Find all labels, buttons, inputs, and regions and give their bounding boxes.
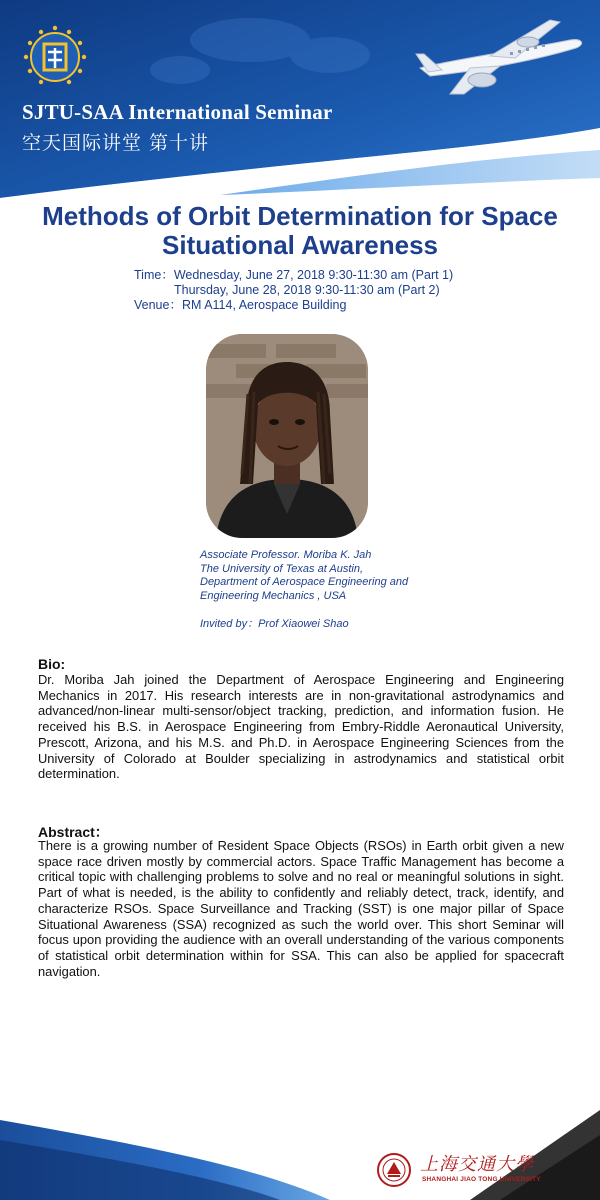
university-name-en: SHANGHAI JIAO TONG UNIVERSITY [422,1176,541,1183]
time-row-2 [134,283,453,298]
seminar-title-cn: 空天国际讲堂 第十讲 [22,132,210,154]
venue-row [134,298,453,313]
speaker-info [200,549,408,603]
abstract-heading: Abstract： [38,824,109,840]
time-row-1 [134,268,453,283]
title-line-2: Situational Awareness [162,230,438,260]
time-label: Time： [134,268,174,282]
schedule-block [134,268,453,313]
title-line-1: Methods of Orbit Determination for Space [42,201,558,231]
speaker-department: Department of Aerospace Engineering and [200,576,409,588]
sjtu-seal-icon [376,1152,412,1188]
bio-heading: Bio: [38,656,66,672]
header-banner [0,0,600,200]
invited-by: Invited by：Prof Xiaowei Shao [200,618,349,630]
university-name-cn: 上海交通大學 [420,1154,534,1175]
time-part-1: Wednesday, June 27, 2018 9:30-11:30 am (Part 1) [173,268,454,282]
venue-label: Venue： [134,298,182,312]
bio-text: Dr. Moriba Jah joined the Department of Aerospace Engineering and Engineering Mechanics in 2017. His research interests are in non-gravitational astrodynamics and advanced/non-linear multi-sensor/object tracking, prediction, and information fusion. He received his B.S. in Aerospace Engineering from Embry-Riddle Aeronautical University, Prescott, Arizona, and his M.S. and Ph.D. in Aerospace Engineering Sciences from the University of Colorado at Boulder specializing in astrodynamics and statistical orbit determination. [38,672,564,782]
abstract-text: There is a growing number of Resident Space Objects (RSOs) in Earth orbit given a new space race driven mostly by commercial actors. Space Traffic Management has become a critical topic with challenging problems to solve and no real or meaningful solutions in sight. Part of what is needed, is the ability to confidently and reliably detect, track, identify, and characterize RSOs. Space Surveillance and Tracking (SST) is one major pillar of Space Situational Awareness (SSA) recognized as such the world over. This short Seminar will focus upon providing the audience with an overall understanding of the various components of statistical orbit determination within for SSA. This can also be applied for spacecraft navigation. [38,838,564,979]
venue-value: RM A114, Aerospace Building [181,298,347,312]
seminar-topic-title [20,202,580,260]
speaker-department-cont: Engineering Mechanics , USA [200,589,347,602]
speaker-portrait [206,334,368,538]
saa-logo-icon [20,22,90,92]
speaker-name: Associate Professor. Moriba K. Jah [200,549,372,561]
sjtu-logo [376,1150,546,1190]
time-part-2: Thursday, June 28, 2018 9:30-11:30 am (Part 2) [174,283,440,297]
seminar-title-en: SJTU-SAA International Seminar [22,100,333,124]
speaker-university: The University of Texas at Austin, [200,562,364,575]
